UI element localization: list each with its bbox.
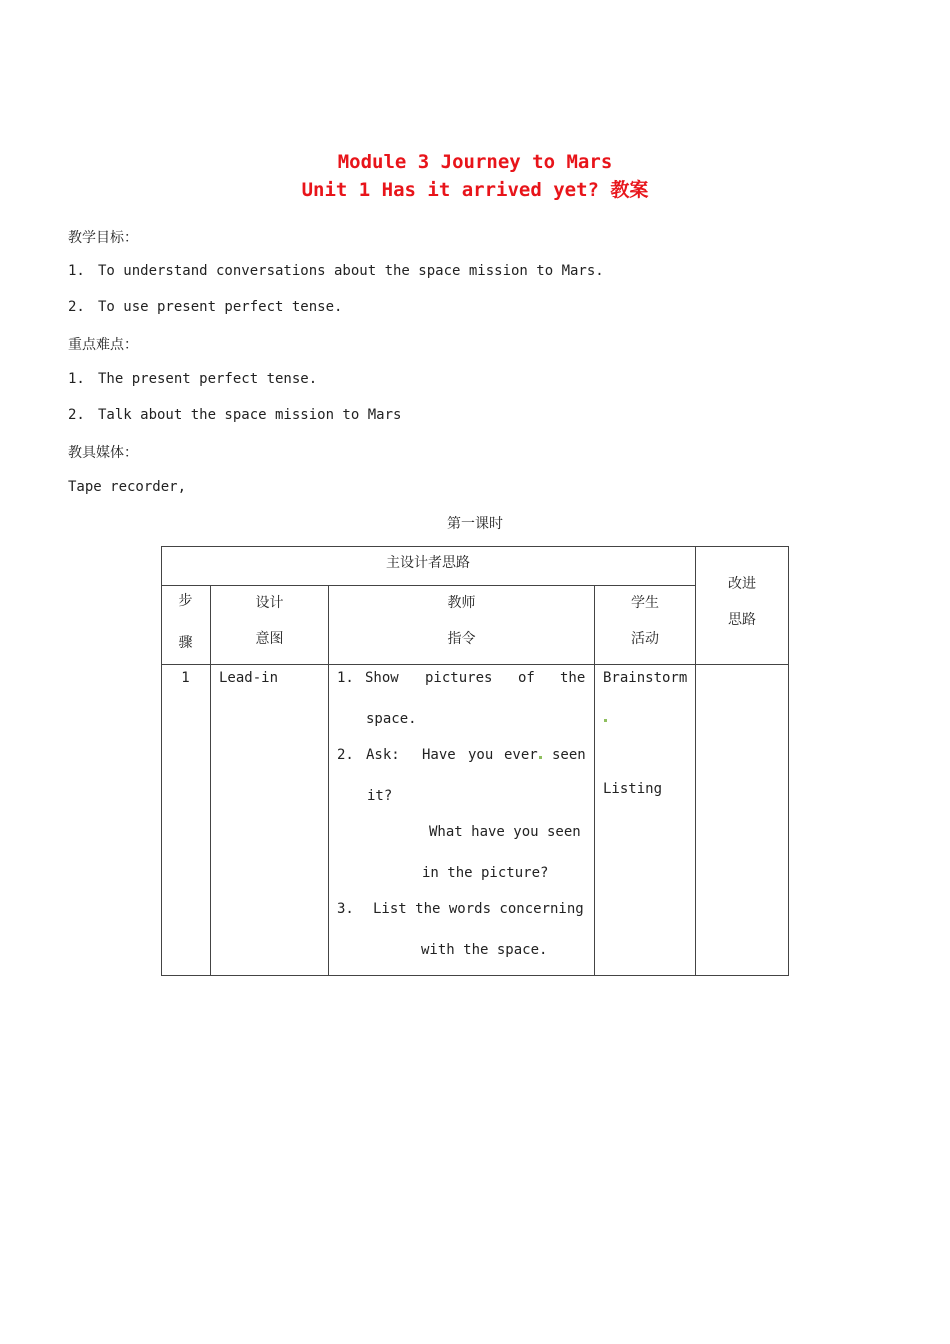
document-subtitle: Unit 1 Has it arrived yet? 教案 — [301, 179, 649, 201]
lesson-title: 第一课时 — [447, 516, 503, 532]
key-point-item — [68, 407, 401, 423]
table-border-right — [788, 546, 789, 976]
instruction-3-text: List the words concerning — [373, 901, 584, 917]
document-title: Module 3 Journey to Mars — [337, 151, 613, 173]
key-point-text: Talk about the space mission to Mars — [98, 407, 402, 423]
key-points-heading: 重点难点： — [68, 337, 138, 353]
teacher-header-line2: 指令 — [447, 631, 476, 647]
student-header-line2: 活动 — [631, 631, 659, 647]
objective-item — [68, 299, 342, 315]
intent-header-line2: 意图 — [255, 631, 284, 647]
key-point-number: 1. — [68, 371, 85, 387]
instruction-2-question: What have you seen — [429, 824, 581, 840]
row1-step: 1 — [181, 670, 190, 686]
instruction-3-text: with the space. — [421, 942, 548, 958]
edit-mark-dot — [604, 719, 607, 722]
student-activity: Brainstorm — [603, 670, 688, 686]
instruction-3-number: 3. — [337, 901, 354, 917]
improve-header-line2: 思路 — [728, 612, 756, 628]
objective-text: To use present perfect tense. — [98, 299, 343, 315]
instruction-2-ever: ever — [504, 747, 538, 763]
instruction-2-word: seen — [552, 747, 586, 763]
lesson-plan-table — [161, 546, 789, 976]
media-heading: 教具媒体： — [68, 445, 138, 461]
student-header-line1: 学生 — [631, 595, 659, 611]
instruction-1-word: of — [518, 670, 535, 686]
row1-intent: Lead-in — [219, 670, 279, 686]
objective-text: To understand conversations about the space mission to Mars. — [98, 263, 604, 279]
key-point-item — [68, 371, 317, 387]
instruction-2-number: 2. — [337, 747, 354, 763]
objectives-heading: 教学目标： — [68, 230, 138, 246]
teacher-header-line1: 教师 — [447, 595, 476, 611]
objective-number: 2. — [68, 299, 85, 315]
intent-header-line1: 设计 — [255, 595, 284, 611]
instruction-1-word: the — [560, 670, 586, 686]
instruction-1-word: space. — [366, 711, 417, 727]
instruction-1-word: pictures — [425, 670, 493, 686]
step-header-line1: 步 — [178, 593, 193, 609]
instruction-2-word: you — [468, 747, 494, 763]
key-point-number: 2. — [68, 407, 85, 423]
instruction-2-question: in the picture? — [422, 865, 549, 881]
instruction-1-number: 1. — [337, 670, 354, 686]
group-header: 主设计者思路 — [386, 555, 470, 571]
objective-item — [68, 263, 604, 279]
instruction-2-word: Ask: — [366, 747, 400, 763]
table-divider-header — [161, 664, 789, 665]
media-text: Tape recorder, — [68, 479, 187, 495]
key-point-text: The present perfect tense. — [98, 371, 318, 387]
instruction-2-word: Have — [422, 747, 456, 763]
objective-number: 1. — [68, 263, 85, 279]
edit-mark-icon — [603, 710, 607, 726]
student-activity: Listing — [603, 781, 663, 797]
step-header-line2: 骤 — [178, 635, 193, 651]
instruction-2-word — [504, 747, 542, 763]
instruction-1-word: Show — [365, 670, 399, 686]
table-divider-group — [161, 585, 695, 586]
edit-mark-icon — [539, 756, 542, 759]
table-border-left — [161, 546, 162, 976]
instruction-2-word: it? — [367, 788, 393, 804]
improve-header-line1: 改进 — [728, 576, 756, 592]
